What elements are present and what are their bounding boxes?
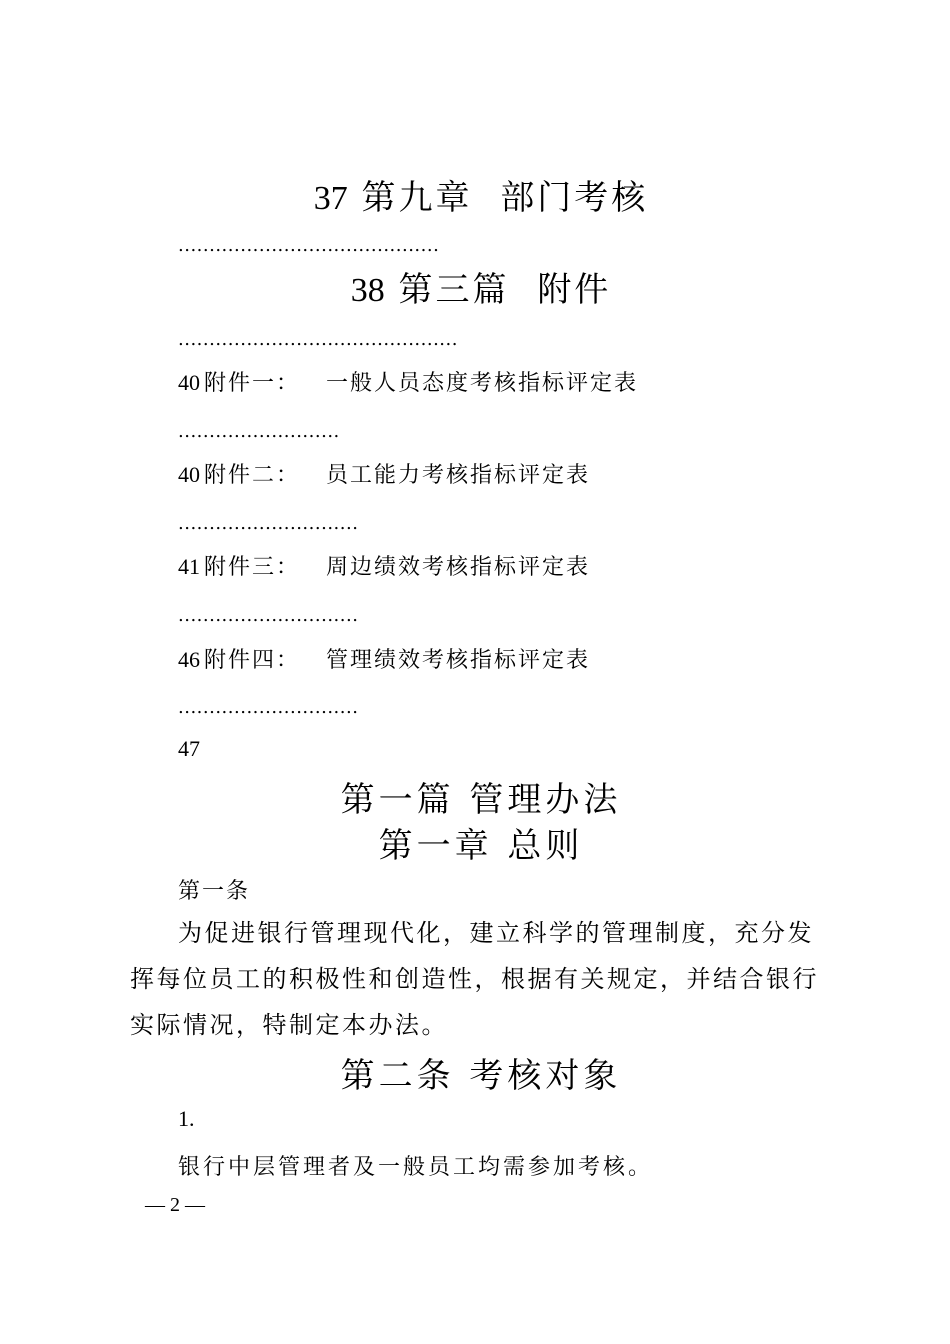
toc-appendix-label: 附件二： [204, 463, 301, 488]
toc-dots-1: .......................................... [178, 235, 440, 256]
article1-paragraph: 为促进银行管理现代化，建立科学的管理制度，充分发挥每位员工的积极性和创造性，根据有关规定，并结合银行实际情况，特制定本办法。 [130, 919, 819, 1039]
toc-appendix-dots: ............................. [178, 513, 359, 534]
toc-appendix-title: 员工能力考核指标评定表 [326, 463, 591, 488]
toc-appendix-num: 40 [178, 462, 200, 487]
toc-appendix-title: 一般人员态度考核指标评定表 [326, 371, 639, 396]
toc-part3-num: 38 [350, 272, 385, 309]
toc-appendix-label: 附件四： [204, 648, 301, 673]
toc-chapter9-title: 部门考核 [500, 178, 649, 218]
article2-heading: 第二条 考核对象 [340, 1056, 622, 1096]
toc-last-page [178, 736, 204, 762]
toc-part3-title: 附件 [537, 270, 612, 310]
toc-chapter9-heading [0, 170, 950, 219]
toc-appendix-dots: .......................... [178, 421, 340, 442]
toc-chapter9-num: 37 [313, 180, 348, 217]
page-number: — 2 — [145, 1194, 205, 1216]
toc-part3-heading [0, 262, 950, 311]
toc-appendix-num: 46 [178, 647, 200, 672]
toc-appendix-title: 周边绩效考核指标评定表 [326, 555, 591, 580]
toc-appendix-2 [178, 458, 590, 489]
toc-appendix-num: 40 [178, 370, 200, 395]
toc-appendix-num: 41 [178, 554, 200, 579]
item1-text: 银行中层管理者及一般员工均需参加考核。 [178, 1155, 654, 1180]
toc-appendix-1 [178, 366, 638, 397]
toc-appendix-dots: ............................. [178, 697, 359, 718]
article1-label: 第一条 [178, 879, 251, 904]
chapter1-heading: 第一章 总则 [378, 826, 584, 866]
toc-dots-2: ............................................. [178, 329, 458, 350]
toc-appendix-3 [178, 550, 590, 581]
toc-appendix-4 [178, 643, 590, 674]
item1-number: 1. [178, 1106, 195, 1131]
toc-appendix-label: 附件一： [204, 371, 301, 396]
toc-chapter9-text: 第九章 [361, 178, 473, 218]
toc-appendix-title: 管理绩效考核指标评定表 [326, 648, 591, 673]
toc-part3-text: 第三篇 [398, 270, 510, 310]
part1-heading: 第一篇 管理办法 [340, 780, 622, 820]
toc-last-page-num: 47 [178, 736, 200, 761]
toc-appendix-dots: ............................. [178, 605, 359, 626]
toc-appendix-label: 附件三： [204, 555, 301, 580]
